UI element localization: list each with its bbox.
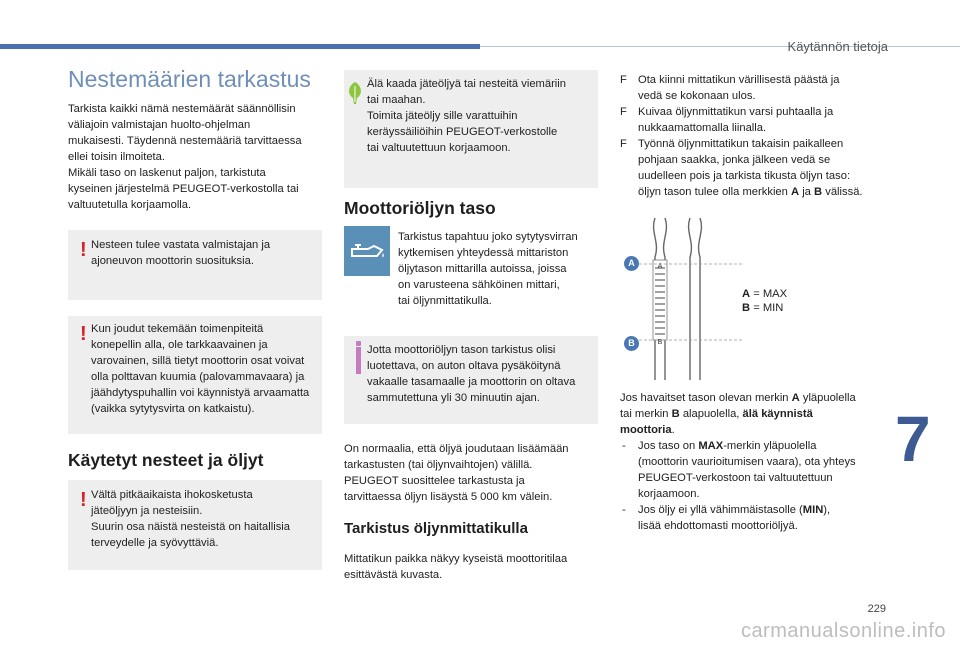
text-line: Tarkistus tapahtuu joko sytytysvirran: [398, 231, 578, 243]
text-span: -merkin yläpuolella: [723, 440, 817, 452]
text-line: [638, 438, 856, 454]
header-accent-bar: [0, 44, 480, 49]
text-line: luotettava, on auton oltava pysäköitynä: [367, 360, 561, 372]
dash-marker: -: [622, 504, 626, 516]
text-line: (moottorin vaurioitumisen vaara), ota yhteys: [638, 456, 856, 468]
text-span: välissä.: [825, 186, 863, 198]
text-line: ajoneuvon moottorin suosituksia.: [91, 255, 254, 267]
text-line: Toimita jäteöljy sille varattuihin: [367, 110, 518, 122]
dipstick-steps-list: [620, 72, 863, 200]
text-line: varovainen, sillä tietyt moottorin osat voivat: [91, 355, 305, 367]
list-item: [620, 72, 863, 104]
legend-letter: A: [742, 288, 751, 300]
text-line: tai öljynmittatikulla.: [398, 295, 492, 307]
page-number: 229: [867, 603, 886, 615]
text-line: Työnnä öljynmittatikun takaisin paikalleen: [638, 138, 844, 150]
text-span: öljyn tason tulee olla merkkien: [638, 186, 788, 198]
legend-text: = MAX: [753, 288, 788, 300]
text-line: väliajoin valmistajan huolto-ohjelman: [68, 119, 251, 131]
text-line: On normaalia, että öljyä joudutaan lisäämään: [344, 443, 569, 455]
text-span-bold: moottoria: [620, 424, 672, 436]
warning-exclamation-icon: !: [80, 323, 87, 345]
legend-text: = MIN: [753, 302, 784, 314]
text-span: tai merkin: [620, 408, 669, 420]
section-title: Käytännön tietoja: [787, 39, 888, 54]
text-span: ),: [823, 504, 831, 516]
max-min-legend: [742, 287, 787, 315]
text-line: konepellin alla, ole tarkkaavainen ja: [91, 339, 268, 351]
text-line: Jotta moottoriöljyn tason tarkistus olisi: [367, 344, 556, 356]
text-span: Jos taso on: [638, 440, 696, 452]
heading-used-fluids: Käytetyt nesteet ja öljyt: [68, 450, 264, 470]
dipstick-location-paragraph: [344, 551, 567, 583]
oil-can-icon: [344, 226, 390, 276]
text-line: jäteöljyyn ja nesteisiin.: [91, 505, 203, 517]
text-line: [620, 390, 856, 406]
text-line: kytkemisen yhteydessä mittariston: [398, 247, 569, 259]
text-span: Jos havaitset tason olevan merkin: [620, 392, 789, 404]
text-line: Ota kiinni mittatikun värillisestä päästä ja: [638, 74, 840, 86]
text-line: Kuivaa öljynmittatikun varsi puhtaalla ja: [638, 106, 834, 118]
list-item: [620, 438, 856, 502]
mark-b-ref: B: [814, 186, 823, 198]
info-icon: [356, 341, 361, 346]
info-icon-bar: [356, 347, 361, 374]
dipstick-mark-a: A: [657, 263, 663, 270]
warning-box-fluid-spec: [68, 230, 322, 300]
legend-max: [742, 287, 787, 301]
text-span-bold: MAX: [698, 440, 724, 452]
heading-engine-oil-level: Moottoriöljyn taso: [344, 198, 496, 218]
text-line: (vaikka sytytysvirta on katkaistu).: [91, 403, 255, 415]
marker-b-badge: B: [624, 336, 639, 351]
text-line: esittävästä kuvasta.: [344, 569, 443, 581]
warning-box-skin-contact: [68, 480, 322, 570]
text-line: jäähdytyspuhallin voi käynnistyä arvaamatta: [91, 387, 310, 399]
text-line: valtuutetulla korjaamolla.: [68, 199, 192, 211]
mark-b-ref: B: [671, 408, 680, 420]
mark-a-ref: A: [790, 186, 800, 198]
heading-dipstick-check: Tarkistus öljynmittatikulla: [344, 520, 528, 537]
dash-list: [620, 438, 856, 534]
text-line: tai maahan.: [367, 94, 426, 106]
text-line: vedä se kokonaan ulos.: [638, 90, 756, 102]
text-line: terveydelle ja syövyttäviä.: [91, 537, 219, 549]
text-line: sammutettuna yli 30 minuutin ajan.: [367, 392, 540, 404]
text-line: tarkastusten (tai öljynvaihtojen) välillä.: [344, 459, 533, 471]
header-rule: [480, 46, 960, 47]
text-span: Jos öljy ei yllä vähimmäistasolle (: [638, 504, 803, 516]
text-line: pohjaan saakka, jonka jälkeen vedä se: [638, 154, 831, 166]
level-outcome-paragraph: [620, 390, 856, 534]
text-line: uudelleen pois ja tarkista tikusta öljyn taso:: [638, 170, 851, 182]
text-line: [638, 502, 856, 518]
intro-paragraph: [68, 101, 302, 213]
text-line: Mittatikun paikka näkyy kyseistä moottoritilaa: [344, 553, 568, 565]
list-item: [620, 502, 856, 534]
text-line: [638, 184, 863, 200]
text-line: vakaalle tasamaalle ja moottorin on oltava: [367, 376, 576, 388]
text-line: ellei toisin ilmoiteta.: [68, 151, 166, 163]
text-line: Kun joudut tekemään toimenpiteitä: [91, 323, 264, 335]
text-line: PEUGEOT-verkostoon tai valtuutettuun: [638, 472, 833, 484]
text-line: [620, 406, 856, 422]
normal-consumption-paragraph: [344, 441, 569, 505]
page-title: Nestemäärien tarkastus: [68, 66, 311, 92]
eco-leaf-icon: [344, 80, 366, 106]
text-line: korjaamoon.: [638, 488, 700, 500]
text-line: tarvittaessa öljyn lisäystä 5 000 km välein.: [344, 491, 553, 503]
legend-letter: B: [742, 302, 751, 314]
dipstick-mark-b: B: [657, 339, 663, 346]
text-span-bold: MIN: [802, 504, 824, 516]
text-line: olla polttavan kuumia (palovammavaara) ja: [91, 371, 305, 383]
warning-exclamation-icon: !: [80, 489, 87, 511]
watermark: carmanualsonline.info: [740, 620, 946, 642]
bullet-marker: F: [620, 138, 627, 150]
text-span-bold: älä käynnistä: [742, 408, 813, 420]
eco-note-box: [344, 70, 598, 188]
text-line: kyseinen järjestelmä PEUGEOT-verkostolla tai: [68, 183, 299, 195]
list-item: [620, 136, 863, 200]
warning-exclamation-icon: !: [80, 239, 87, 261]
dash-marker: -: [622, 440, 626, 452]
text-line: Nesteen tulee vastata valmistajan ja: [91, 239, 271, 251]
bullet-marker: F: [620, 74, 627, 86]
text-line: Mikäli taso on laskenut paljon, tarkistuta: [68, 167, 266, 179]
text-line: tai valtuutettuun korjaamoon.: [367, 142, 511, 154]
text-line: moottoria.: [620, 424, 675, 436]
text-line: öljytason mittarilla autoissa, joissa: [398, 263, 567, 275]
legend-min: [742, 301, 787, 315]
text-line: Suurin osa näistä nesteistä on haitallisia: [91, 521, 291, 533]
text-line: on varusteena sähköinen mittari,: [398, 279, 560, 291]
warning-box-engine-hot: [68, 316, 322, 434]
text-line: mukaisesti. Täydennä nestemääriä tarvittaessa: [68, 135, 302, 147]
dipstick-illustration: [615, 212, 760, 384]
marker-a-badge: A: [624, 256, 639, 271]
text-line: lisää ehdottomasti moottoriöljyä.: [638, 520, 798, 532]
text-line: Älä kaada jäteöljyä tai nesteitä viemäriin: [367, 78, 566, 90]
oil-check-description: [398, 229, 578, 309]
text-span: ja: [802, 186, 811, 198]
text-line: keräyssäiliöihin PEUGEOT-verkostolle: [367, 126, 558, 138]
chapter-number: 7: [895, 403, 931, 475]
mark-a-ref: A: [791, 392, 800, 404]
list-item: [620, 104, 863, 136]
bullet-marker: F: [620, 106, 627, 118]
text-span: alapuolella,: [682, 408, 740, 420]
text-line: nukkaamattomalla liinalla.: [638, 122, 767, 134]
text-line: Tarkista kaikki nämä nestemäärät säännöllisin: [68, 103, 296, 115]
text-line: Vältä pitkäaikaista ihokosketusta: [91, 489, 253, 501]
text-span: yläpuolella: [802, 392, 856, 404]
info-box-parked: [344, 336, 598, 424]
text-line: PEUGEOT suosittelee tarkastusta ja: [344, 475, 525, 487]
